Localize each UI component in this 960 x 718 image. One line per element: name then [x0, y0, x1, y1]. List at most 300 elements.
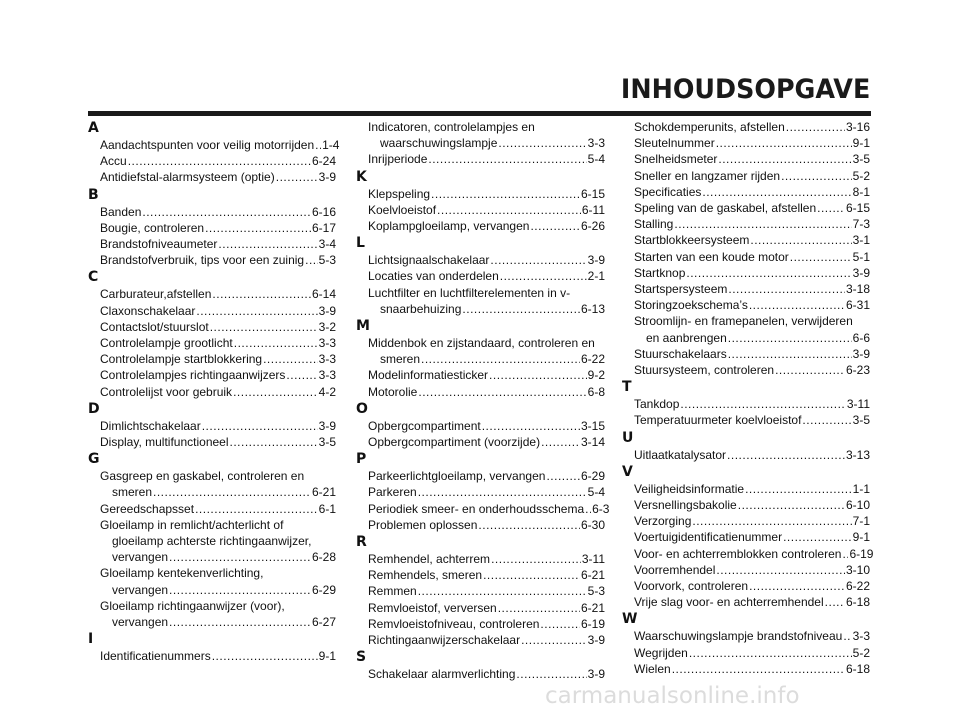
page-number: 6-18 — [845, 661, 870, 676]
index-entry — [622, 313, 870, 345]
page-number: 2-1 — [587, 269, 605, 284]
index-entry — [356, 600, 605, 616]
section-letter: U — [622, 429, 634, 446]
dot-leader — [692, 513, 851, 529]
index-entry — [88, 648, 336, 664]
index-entry — [88, 319, 336, 335]
index-entry — [622, 200, 870, 216]
entry-text: Sneller en langzamer rijden — [634, 168, 781, 183]
entry-text: Display, multifunctioneel — [100, 435, 229, 450]
page-number: 6-10 — [845, 498, 870, 513]
page-number: 3-11 — [581, 552, 605, 567]
index-entry — [622, 529, 870, 545]
dot-leader — [541, 434, 580, 450]
entry-text: Startblokkeersysteem — [634, 233, 750, 248]
index-entry — [356, 468, 605, 484]
dot-leader — [745, 481, 852, 497]
entry-text: Remhendels, smeren — [368, 568, 483, 583]
index-entry — [88, 517, 336, 566]
section-letter: D — [88, 400, 100, 417]
dot-leader — [674, 216, 851, 232]
dot-leader — [727, 447, 845, 463]
section-letter: C — [88, 269, 99, 286]
index-entry — [622, 661, 870, 677]
dot-leader — [716, 562, 845, 578]
page-number: 3-5 — [852, 152, 870, 167]
index-entry — [88, 565, 336, 597]
dot-leader — [169, 614, 311, 630]
page-number: 6-21 — [580, 600, 605, 615]
index-entry — [356, 616, 605, 632]
dot-leader — [418, 484, 587, 500]
index-entry — [88, 252, 336, 268]
index-entry — [88, 351, 336, 367]
dot-leader — [234, 335, 318, 351]
entry-text: Accu — [100, 154, 127, 169]
entry-text-continued: gloeilamp achterste richtingaanwijzer, — [112, 534, 312, 549]
page-number: 9-1 — [852, 530, 870, 545]
dot-leader — [210, 319, 318, 335]
index-entry — [622, 151, 870, 167]
dot-leader — [783, 529, 852, 545]
entry-text: Koelvloeistof — [368, 202, 437, 217]
index-entry — [88, 303, 336, 319]
index-entry — [622, 628, 870, 644]
entry-text: Specificaties — [634, 184, 702, 199]
dot-leader — [521, 632, 587, 648]
dot-leader — [305, 252, 318, 268]
entry-text: en aanbrengen — [646, 330, 727, 345]
dot-leader — [233, 384, 318, 400]
dot-leader — [169, 549, 311, 565]
index-entry — [356, 202, 605, 218]
entry-text: Waarschuwingslampje brandstofniveau — [634, 629, 843, 644]
dot-leader — [716, 135, 852, 151]
page-number: 6-18 — [845, 595, 870, 610]
dot-leader — [128, 153, 311, 169]
index-entry — [622, 265, 870, 281]
index-entry — [356, 517, 605, 533]
index-entry — [622, 135, 870, 151]
section-letter: K — [356, 168, 367, 185]
dot-leader — [728, 346, 852, 362]
dot-leader — [530, 218, 580, 234]
dot-leader — [431, 186, 580, 202]
index-entry — [88, 204, 336, 220]
entry-text: Snelheidsmeter — [634, 152, 718, 167]
entry-text: Controlelijst voor gebruik — [100, 384, 233, 399]
page-number: 3-3 — [318, 336, 336, 351]
entry-text: Opbergcompartiment (voorzijde) — [368, 435, 541, 450]
entry-text: Claxonschakelaar — [100, 303, 196, 318]
index-entry — [356, 218, 605, 234]
index-entry — [622, 481, 870, 497]
dot-leader — [790, 249, 852, 265]
dot-leader — [802, 412, 851, 428]
index-entry — [356, 666, 605, 682]
entry-text: Schakelaar alarmverlichting — [368, 667, 516, 682]
page-number: 6-22 — [580, 352, 605, 367]
dot-leader — [686, 265, 851, 281]
page-number: 6-29 — [311, 582, 336, 597]
entry-text: Luchtfilter en luchtfilterelementen in v- — [368, 285, 571, 300]
watermark: carmanualsonline.info — [545, 683, 800, 709]
dot-leader — [263, 351, 318, 367]
index-entry — [622, 447, 870, 463]
entry-text: Verzorging — [634, 514, 692, 529]
entry-text: Gasgreep en gaskabel, controleren en — [100, 469, 305, 484]
index-entry — [88, 434, 336, 450]
index-entry — [622, 281, 870, 297]
page-number: 6-23 — [845, 363, 870, 378]
page-number: 6-29 — [580, 469, 605, 484]
entry-text: Voertuigidentificatienummer — [634, 530, 783, 545]
page-number: 3-5 — [852, 413, 870, 428]
entry-text: Voor- en achterremblokken controleren — [634, 546, 842, 561]
entry-text: Contactslot/stuurslot — [100, 319, 209, 334]
index-entry — [356, 632, 605, 648]
index-entry — [356, 268, 605, 284]
page-number: 6-3 — [592, 501, 610, 516]
index-entry — [622, 249, 870, 265]
dot-leader — [276, 169, 318, 185]
page-number: 6-21 — [580, 568, 605, 583]
entry-text: Problemen oplossen — [368, 517, 478, 532]
dot-leader — [842, 546, 848, 562]
index-entry — [622, 346, 870, 362]
dot-leader — [516, 666, 586, 682]
index-entry — [622, 119, 870, 135]
index-entry — [622, 578, 870, 594]
index-entry — [622, 184, 870, 200]
index-entry — [88, 335, 336, 351]
page-number: 3-3 — [318, 352, 336, 367]
index-entry — [622, 594, 870, 610]
page-number: 6-19 — [580, 616, 605, 631]
index-entry — [356, 583, 605, 599]
title-rule — [88, 111, 871, 116]
entry-text: Carburateur,afstellen — [100, 287, 212, 302]
dot-leader — [212, 648, 318, 664]
dot-leader — [478, 517, 580, 533]
page-number: 3-9 — [587, 667, 605, 682]
page-number: 3-9 — [587, 253, 605, 268]
dot-leader — [462, 301, 580, 317]
page-number: 5-2 — [852, 168, 870, 183]
entry-text: Veiligheidsinformatie — [634, 481, 745, 496]
page-number: 1-1 — [852, 481, 870, 496]
page-number: 6-17 — [311, 220, 336, 235]
index-entry — [356, 434, 605, 450]
dot-leader — [418, 384, 586, 400]
index-entry — [356, 151, 605, 167]
index-entry — [356, 285, 605, 317]
entry-text: vervangen — [112, 550, 169, 565]
entry-text: Gloeilamp kentekenverlichting, — [100, 566, 264, 581]
entry-text: Antidiefstal-alarmsysteem (optie) — [100, 170, 275, 185]
section-letter: I — [88, 631, 94, 648]
dot-leader — [428, 151, 586, 167]
section-letter: W — [622, 611, 638, 628]
page-number: 9-1 — [318, 649, 336, 664]
page-number: 6-8 — [587, 384, 605, 399]
entry-text: Stalling — [634, 217, 674, 232]
page-number: 5-3 — [587, 584, 605, 599]
entry-text: Gloeilamp in remlicht/achterlicht of — [100, 517, 284, 532]
page-number: 1-4 — [322, 138, 340, 152]
entry-text: Temperatuurmeter koelvloeistof — [634, 413, 802, 428]
page-number: 3-14 — [580, 435, 605, 450]
entry-text: Motorolie — [368, 384, 418, 399]
index-entry — [88, 236, 336, 252]
entry-text: Schokdemperunits, afstellen — [634, 120, 785, 134]
index-column-1 — [88, 119, 340, 664]
entry-text: Stuurschakelaars — [634, 346, 727, 361]
entry-text: Periodiek smeer- en onderhoudsschema — [368, 501, 585, 516]
page-number: 6-24 — [311, 154, 336, 169]
page-number: 6-15 — [845, 201, 870, 216]
entry-text: Parkeren — [368, 485, 417, 500]
page-number: 4-2 — [318, 384, 336, 399]
page-number: 6-1 — [318, 501, 336, 516]
dot-leader — [585, 501, 591, 517]
dot-leader — [781, 168, 852, 184]
entry-text: Tankdop — [634, 397, 680, 412]
page-number: 3-3 — [587, 136, 605, 151]
page-number: 3-5 — [318, 435, 336, 450]
entry-text: Starten van een koude motor — [634, 249, 789, 264]
entry-text: Dimlichtschakelaar — [100, 418, 201, 433]
dot-leader — [546, 468, 580, 484]
entry-text: Remvloeistofniveau, controleren — [368, 616, 540, 631]
dot-leader — [728, 330, 852, 346]
dot-leader — [286, 367, 317, 383]
dot-leader — [483, 567, 580, 583]
page-number: 6-26 — [580, 219, 605, 234]
entry-text: Remhendel, achterrem — [368, 552, 491, 567]
dot-leader — [540, 616, 580, 632]
index-entry — [356, 252, 605, 268]
index-entry — [356, 567, 605, 583]
page-number: 5-3 — [318, 253, 336, 268]
index-entry — [88, 384, 336, 400]
page-number: 3-9 — [318, 170, 336, 185]
entry-text: vervangen — [112, 582, 169, 597]
index-entry — [88, 367, 336, 383]
page-number: 6-15 — [580, 186, 605, 201]
entry-text: Remvloeistof, verversen — [368, 600, 497, 615]
index-entry — [356, 484, 605, 500]
dot-leader — [169, 582, 311, 598]
dot-leader — [196, 303, 317, 319]
dot-leader — [750, 232, 851, 248]
page-number: 6-31 — [845, 298, 870, 313]
index-entry — [88, 137, 340, 153]
dot-leader — [418, 583, 587, 599]
entry-text: Indicatoren, controlelampjes en — [368, 120, 535, 134]
page-number: 6-28 — [311, 550, 336, 565]
page-number: 3-9 — [587, 633, 605, 648]
page-number: 6-16 — [311, 204, 336, 219]
page-number: 3-4 — [318, 237, 336, 252]
entry-text: waarschuwingslampje — [380, 136, 498, 151]
page-number: 7-3 — [852, 217, 870, 232]
entry-text: Gereedschapsset — [100, 501, 195, 516]
dot-leader — [749, 297, 845, 313]
entry-text: Versnellingsbakolie — [634, 498, 737, 513]
page-number: 6-6 — [852, 330, 870, 345]
dot-leader — [218, 236, 317, 252]
page-number: 5-2 — [852, 645, 870, 660]
index-entry — [622, 216, 870, 232]
section-letter: M — [356, 318, 370, 335]
page-number: 3-9 — [318, 303, 336, 318]
entry-text: Controlelampje startblokkering — [100, 352, 263, 367]
page-number: 6-13 — [580, 301, 605, 316]
dot-leader — [498, 600, 580, 616]
dot-leader — [786, 119, 845, 135]
entry-text: Remmen — [368, 584, 417, 599]
page-number: 3-9 — [852, 346, 870, 361]
index-entry — [622, 362, 870, 378]
page-number: 6-14 — [311, 287, 336, 302]
dot-leader — [728, 281, 845, 297]
dot-leader — [680, 396, 845, 412]
entry-text: smeren — [380, 352, 421, 367]
entry-text: Stroomlijn- en framepanelen, verwijderen — [634, 314, 853, 329]
dot-leader — [498, 135, 586, 151]
page-number: 6-21 — [311, 485, 336, 500]
dot-leader — [672, 661, 845, 677]
section-letter: O — [356, 400, 368, 417]
dot-leader — [825, 594, 845, 610]
entry-text: snaarbehuizing — [380, 301, 462, 316]
page-number: 7-1 — [852, 514, 870, 529]
entry-text: Opbergcompartiment — [368, 418, 481, 433]
entry-text: Stuursysteem, controleren — [634, 363, 775, 378]
page-number: 3-15 — [580, 418, 605, 433]
dot-leader — [490, 252, 586, 268]
entry-text: Middenbok en zijstandaard, controleren en — [368, 336, 595, 351]
entry-text: Gloeilamp richtingaanwijzer (voor), — [100, 598, 285, 613]
index-entry — [622, 297, 870, 313]
entry-text: Locaties van onderdelen — [368, 269, 499, 284]
page-number: 3-3 — [852, 629, 870, 644]
index-entry — [88, 286, 336, 302]
dot-leader — [315, 137, 321, 153]
index-entry — [88, 220, 336, 236]
page-number: 6-22 — [845, 579, 870, 594]
index-entry — [622, 232, 870, 248]
entry-text: Controlelampjes richtingaanwijzers — [100, 368, 286, 383]
entry-text: vervangen — [112, 615, 169, 630]
dot-leader — [738, 497, 845, 513]
page-number: 3-10 — [845, 562, 870, 577]
entry-text: Vrije slag voor- en achterremhendel — [634, 595, 824, 610]
dot-leader — [142, 204, 311, 220]
index-entry — [622, 513, 870, 529]
entry-text: smeren — [112, 485, 153, 500]
entry-text: Brandstofverbruik, tips voor een zuinig — [100, 253, 305, 268]
index-entry — [622, 645, 870, 661]
index-entry — [88, 153, 336, 169]
index-entry — [356, 367, 605, 383]
entry-text: Speling van de gaskabel, afstellen — [634, 201, 817, 216]
page-title: INHOUDSOPGAVE — [620, 74, 870, 105]
page-number: 3-1 — [852, 233, 870, 248]
entry-text: Storingzoekschema’s — [634, 298, 748, 313]
page-number: 3-18 — [845, 282, 870, 297]
section-letter: V — [622, 463, 633, 480]
entry-text: Voorvork, controleren — [634, 579, 749, 594]
section-letter: R — [356, 534, 367, 551]
section-letter: P — [356, 451, 367, 468]
page-number: 3-9 — [852, 265, 870, 280]
page-number: 3-16 — [845, 120, 870, 134]
dot-leader — [437, 202, 581, 218]
page-number: 5-4 — [587, 485, 605, 500]
index-entry — [356, 418, 605, 434]
index-entry — [622, 562, 870, 578]
index-entry — [622, 497, 870, 513]
page-number: 3-9 — [318, 418, 336, 433]
entry-text: Koplampgloeilamp, vervangen — [368, 219, 530, 234]
page-number: 5-4 — [587, 152, 605, 167]
entry-text: Parkeerlichtgloeilamp, vervangen — [368, 469, 546, 484]
dot-leader — [153, 484, 311, 500]
section-letter: B — [88, 186, 99, 203]
index-entry — [88, 169, 336, 185]
page-number: 8-1 — [852, 184, 870, 199]
entry-text: Sleutelnummer — [634, 136, 715, 151]
dot-leader — [195, 501, 318, 517]
section-letter: T — [622, 379, 632, 396]
page-number: 6-11 — [581, 202, 605, 217]
index-entry — [356, 186, 605, 202]
section-letter: A — [88, 120, 99, 136]
index-entry — [622, 412, 870, 428]
dot-leader — [718, 151, 851, 167]
entry-text: Brandstofniveaumeter — [100, 237, 218, 252]
page-number: 6-27 — [311, 615, 336, 630]
page-number: 6-30 — [580, 517, 605, 532]
index-entry — [88, 598, 336, 630]
index-entry — [88, 468, 336, 500]
index-entry — [356, 551, 605, 567]
page-number: 3-2 — [318, 319, 336, 334]
page-number: 3-11 — [846, 397, 870, 412]
index-entry — [356, 335, 605, 367]
dot-leader — [202, 418, 318, 434]
section-letter: G — [88, 451, 100, 468]
index-entry — [88, 418, 336, 434]
page-number: 3-13 — [845, 447, 870, 462]
index-entry — [622, 396, 870, 412]
page-number: 9-1 — [852, 136, 870, 151]
entry-text: Richtingaanwijzerschakelaar — [368, 633, 521, 648]
dot-leader — [421, 351, 580, 367]
dot-leader — [775, 362, 845, 378]
dot-leader — [817, 200, 845, 216]
entry-text: Controlelampje grootlicht — [100, 336, 233, 351]
entry-text: Voorremhendel — [634, 562, 716, 577]
entry-text: Aandachtspunten voor veilig motorrijden — [100, 138, 315, 152]
page-number: 5-1 — [852, 249, 870, 264]
entry-text: Startknop — [634, 265, 686, 280]
entry-text: Modelinformatiesticker — [368, 368, 489, 383]
index-column-3 — [622, 119, 874, 677]
dot-leader — [205, 220, 311, 236]
